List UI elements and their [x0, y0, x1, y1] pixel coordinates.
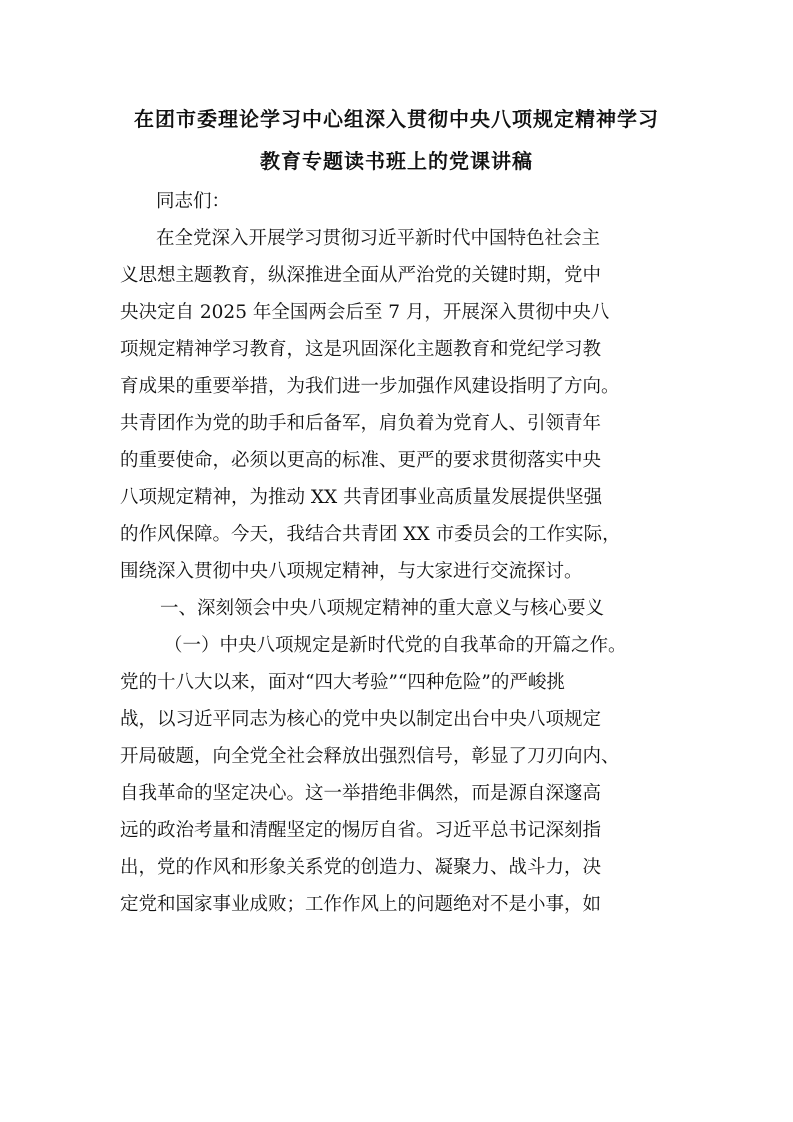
paragraph-line: 八项规定精神，为推动 XX 共青团事业高质量发展提供坚强: [120, 487, 603, 508]
document-title-line-1: 在团市委理论学习中心组深入贯彻中央八项规定精神学习: [134, 107, 659, 131]
subsection-heading: （一）中央八项规定是新时代党的自我革命的开篇之作。: [164, 635, 627, 656]
paragraph-line: 的重要使命，必须以更高的标准、更严的要求贯彻落实中央: [120, 450, 602, 471]
paragraph-line: 在全党深入开展学习贯彻习近平新时代中国特色社会主: [156, 228, 601, 249]
section-heading: 一、深刻领会中央八项规定精神的重大意义与核心要义: [160, 598, 605, 619]
paragraph-line: 的作风保障。今天，我结合共青团 XX 市委员会的工作实际，: [120, 524, 621, 545]
paragraph-line: 央决定自 2025 年全国两会后至 7 月，开展深入贯彻中央八: [120, 302, 610, 323]
document-title-line-2: 教育专题读书班上的党课讲稿: [260, 149, 533, 173]
paragraph-line: 党的十八大以来，面对“四大考验”“四种危险”的严峻挑: [120, 672, 565, 693]
paragraph-line: 共青团作为党的助手和后备军，肩负着为党育人、引领青年: [120, 413, 602, 434]
paragraph-line: 育成果的重要举措，为我们进一步加强作风建设指明了方向。: [120, 376, 620, 397]
document-body: [120, 183, 700, 923]
paragraph-line: 远的政治考量和清醒坚定的惕厉自省。习近平总书记深刻指: [120, 820, 602, 841]
paragraph-line: 项规定精神学习教育，这是巩固深化主题教育和党纪学习教: [120, 339, 602, 360]
paragraph-line: 定党和国家事业成败；工作作风上的问题绝对不是小事，如: [120, 894, 602, 915]
salutation: 同志们：: [156, 191, 231, 212]
paragraph-line: 自我革命的坚定决心。这一举措绝非偶然，而是源自深邃高: [120, 783, 602, 804]
paragraph-line: 开局破题，向全党全社会释放出强烈信号，彰显了刀刃向内、: [120, 746, 620, 767]
paragraph-line: 义思想主题教育，纵深推进全面从严治党的关键时期，党中: [120, 265, 602, 286]
paragraph-line: 战，以习近平同志为核心的党中央以制定出台中央八项规定: [120, 709, 602, 730]
paragraph-line: 出，党的作风和形象关系党的创造力、凝聚力、战斗力，决: [120, 857, 602, 878]
paragraph-line: 围绕深入贯彻中央八项规定精神，与大家进行交流探讨。: [120, 561, 583, 582]
